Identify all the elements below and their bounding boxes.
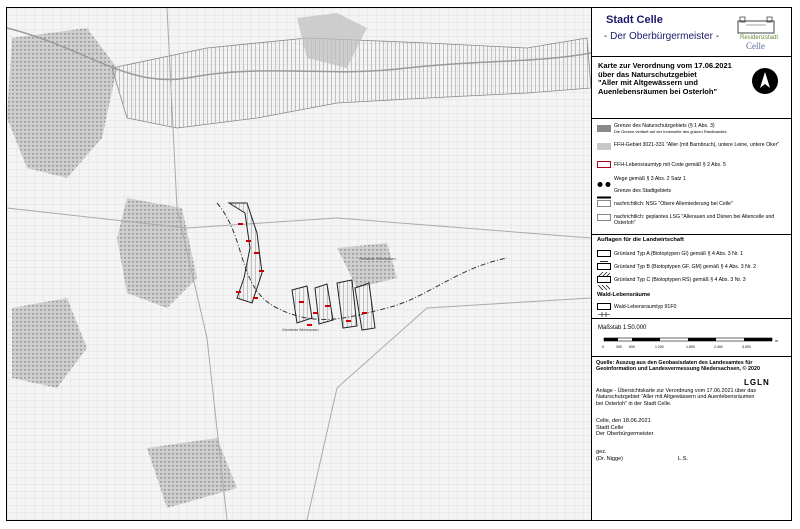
legend-swatch-city-boundary	[597, 188, 611, 195]
legend-header	[592, 8, 791, 57]
lgln-logo: LGLN	[744, 378, 770, 387]
map-title: Karte zur Verordnung vom 17.06.2021 über das Naturschutzgebiet "Aller mit Altgewässern und Auenlebensräumen bei Osterloh"	[598, 61, 732, 96]
logo-city: Celle	[746, 41, 765, 51]
legend-divider	[592, 318, 791, 319]
legend-swatch-ffh	[597, 143, 611, 150]
legend-swatch-nsg-boundary	[597, 125, 611, 132]
scale-tick: 600	[629, 345, 635, 349]
legend-item-ffh: FFH-Gebiet 3021-331 "Aller (mit Barnbruch), untere Leine, untere Oker"	[614, 142, 780, 148]
legend-item-nsg-boundary: Grenze des Naturschutzgebiets (§ 1 Abs. 3) Die Grenze verläuft auf der Innenseite des grauen Randbandes	[614, 123, 727, 134]
map-label-wienhausen-2: Gemeinde Wienhausen	[282, 328, 319, 332]
scale-bar	[602, 336, 788, 354]
legend-swatch-grassland-b	[597, 263, 611, 270]
scale-tick: 300	[616, 345, 622, 349]
legend-item-nsg-obere: nachrichtlich: NSG "Obere Allerniederung bei Celle"	[614, 201, 733, 207]
section-forest-title: Wald-Lebensräume	[597, 292, 651, 298]
legend-item-grassland-c: Grünland Typ C (Biotoptypen RS) gemäß § 4 Abs. 3 Nr. 3	[614, 277, 746, 283]
logo-tagline: Residenzstadt	[740, 35, 779, 41]
signature-ls: L.S.	[678, 456, 688, 462]
legend-item-forest: Wald-Lebensraumtyp 91F0	[614, 304, 677, 310]
legend-divider	[592, 118, 791, 119]
scale-tick: 2.400	[714, 345, 723, 349]
legend-swatch-habitat	[597, 161, 611, 168]
scale-unit: m	[775, 338, 779, 343]
legend-divider	[592, 234, 791, 235]
map-label-wienhausen: Gemeinde Wienhausen	[359, 257, 396, 261]
legend-item-paths: Wege gemäß § 3 Abs. 2 Satz 1	[614, 176, 686, 182]
legend-item-city-boundary: Grenze des Stadtgebiets	[614, 188, 672, 194]
signature-gez: gez.	[596, 449, 607, 455]
legend-item-lsg: nachrichtlich: geplantes LSG "Allerauen und Dünen bei Altencelle und Osterloh"	[614, 214, 775, 226]
source-note: Quelle: Auszug aus den Geobasisdaten des Landesamtes für Geoinformation und Landesvermessung Niedersachsen, © 2020	[596, 360, 760, 373]
scale-tick: 1.800	[686, 345, 695, 349]
legend-item-grassland-b: Grünland Typ B (Biotoptypen GF, GM) gemäß § 4 Abs. 3 Nr. 2	[614, 264, 757, 270]
legend-swatch-grassland-c	[597, 276, 611, 283]
map-area[interactable]	[7, 8, 591, 520]
scale-tick: 1.200	[655, 345, 664, 349]
section-agri-title: Auflagen für die Landwirtschaft	[597, 237, 684, 243]
legend-swatch-lsg	[597, 214, 611, 221]
legend-swatch-grassland-a	[597, 250, 611, 257]
legend-item-grassland-a: Grünland Typ A (Biotoptypen GI) gemäß § 4 Abs. 3 Nr. 1	[614, 251, 744, 257]
legend-swatch-nsg-obere	[597, 200, 611, 207]
annex-note: Anlage - Übersichtskarte zur Verordnung vom 17.06.2021 über das Naturschutzgebiet "Aller mit Altgewässern und Auenlebensräumen bei Osterloh" in der Stadt Celle.	[596, 388, 757, 407]
scale-label: Maßstab 1:50.000	[598, 325, 647, 331]
map-drawing	[7, 8, 591, 520]
legend-item-habitat: FFH-Lebensraumtyp mit Code gemäß § 2 Abs. 5	[614, 162, 726, 168]
signature-name: (Dr. Nigge)	[596, 456, 624, 462]
legend-divider	[592, 356, 791, 357]
north-arrow-icon	[752, 68, 778, 94]
header-city: Stadt Celle	[606, 14, 663, 26]
header-office: - Der Oberbürgermeister -	[604, 31, 720, 42]
legend-swatch-paths	[597, 175, 611, 182]
scale-tick: 0	[602, 345, 604, 349]
legend-panel	[591, 8, 791, 520]
signature-block: Celle, den 18.06.2021 Stadt Celle Der Oberbürgermeister	[596, 418, 654, 438]
legend-swatch-forest	[597, 303, 611, 310]
celle-logo	[732, 13, 782, 51]
scale-tick: 3.000	[742, 345, 751, 349]
